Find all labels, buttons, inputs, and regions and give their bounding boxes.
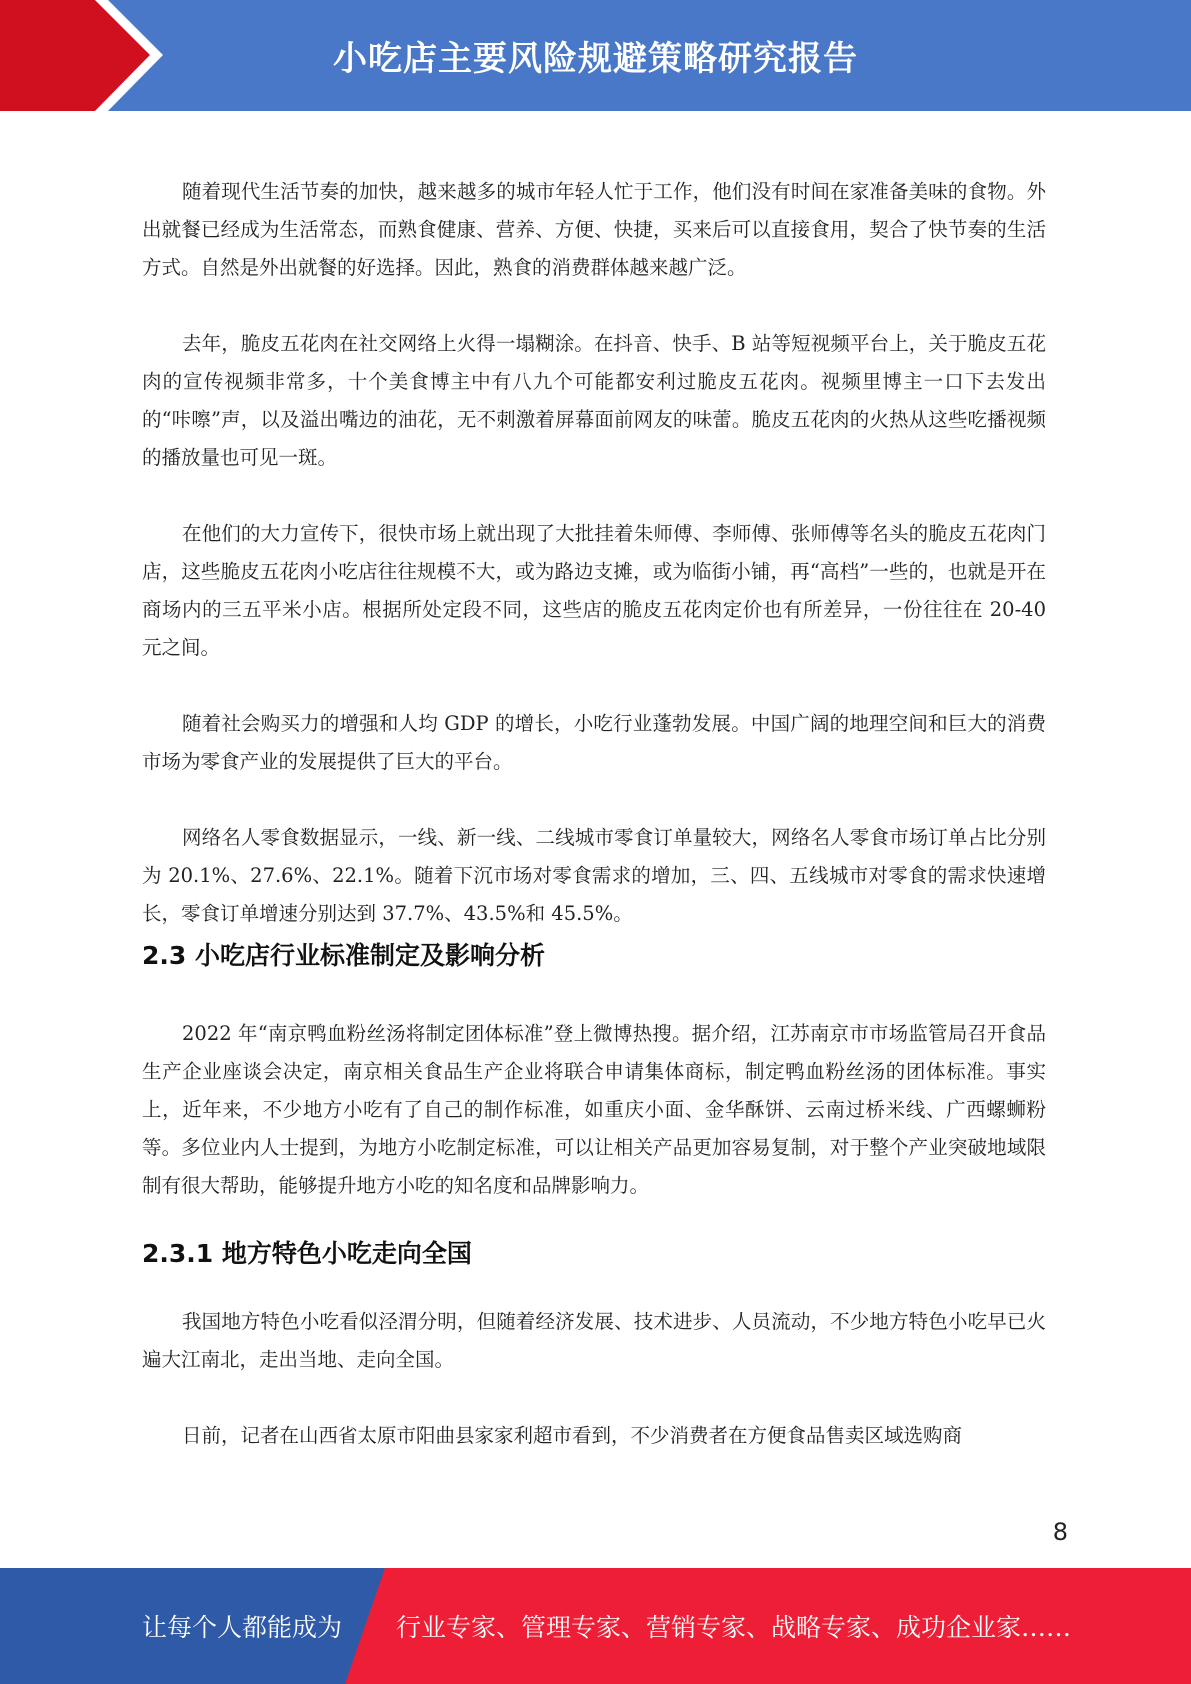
page-number: 8 <box>1052 1518 1068 1546</box>
paragraph-7: 我国地方特色小吃看似泾渭分明，但随着经济发展、技术进步、人员流动，不少地方特色小吃早已火遍大江南北，走出当地、走向全国。 <box>142 1310 1046 1371</box>
footer-slogan-left: 让每个人都能成为 <box>142 1613 343 1642</box>
document-body <box>142 173 1046 1455</box>
heading-spacer <box>142 1273 1046 1303</box>
heading-spacer <box>142 975 1046 1015</box>
paragraph-spacer <box>142 477 1046 515</box>
document-title: 小吃店主要风险规避策略研究报告 <box>333 39 858 79</box>
paragraph-spacer <box>142 287 1046 325</box>
paragraph-spacer <box>142 1379 1046 1417</box>
paragraph-spacer <box>142 781 1046 819</box>
paragraph-5: 网络名人零食数据显示，一线、新一线、二线城市零食订单量较大，网络名人零食市场订单占比分别为 20.1%、27.6%、22.1%。随着下沉市场对零食需求的增加，三、四、五线城市对零食的需求快速增长，零食订单增速分别达到 37.7%、43.5%和 45.5%。 <box>142 826 1046 925</box>
footer-slogan-right: 行业专家、管理专家、营销专家、战略专家、成功企业家…… <box>396 1613 1072 1642</box>
paragraph-1: 随着现代生活节奏的加快，越来越多的城市年轻人忙于工作，他们没有时间在家准备美味的食物。外出就餐已经成为生活常态，而熟食健康、营养、方便、快捷，买来后可以直接食用，契合了快节奏的生活方式。自然是外出就餐的好选择。因此，熟食的消费群体越来越广泛。 <box>142 180 1046 279</box>
paragraph-spacer <box>142 667 1046 705</box>
section-heading-2-3: 2.3 小吃店行业标准制定及影响分析 <box>142 941 545 970</box>
page-footer <box>0 1568 1191 1684</box>
paragraph-6: 2022 年“南京鸭血粉丝汤将制定团体标准”登上微博热搜。据介绍，江苏南京市市场监管局召开食品生产企业座谈会决定，南京相关食品生产企业将联合申请集体商标，制定鸭血粉丝汤的团体标准。事实上，近年来，不少地方小吃有了自己的制作标准，如重庆小面、金华酥饼、云南过桥米线、广西螺蛳粉等。多位业内人士提到，为地方小吃制定标准，可以让相关产品更加容易复制，对于整个产业突破地域限制有很大帮助，能够提升地方小吃的知名度和品牌影响力。 <box>142 1022 1046 1197</box>
paragraph-8: 日前，记者在山西省太原市阳曲县家家利超市看到，不少消费者在方便食品售卖区域选购商 <box>182 1424 963 1447</box>
paragraph-3: 在他们的大力宣传下，很快市场上就出现了大批挂着朱师傅、李师傅、张师傅等名头的脆皮五花肉门店，这些脆皮五花肉小吃店往往规模不大，或为路边支摊，或为临街小铺，再“高档”一些的，也就是开在商场内的三五平米小店。根据所处定段不同，这些店的脆皮五花肉定价也有所差异，一份往往在 20-40 元之间。 <box>142 522 1046 659</box>
page-header <box>0 0 1191 111</box>
paragraph-2: 去年，脆皮五花肉在社交网络上火得一塌糊涂。在抖音、快手、B 站等短视频平台上，关于脆皮五花肉的宣传视频非常多，十个美食博主中有八九个可能都安利过脆皮五花肉。视频里博主一口下去发出的“咔嚓”声，以及溢出嘴边的油花，无不刺激着屏幕面前网友的味蕾。脆皮五花肉的火热从这些吃播视频的播放量也可见一斑。 <box>142 332 1046 469</box>
paragraph-4: 随着社会购买力的增强和人均 GDP 的增长，小吃行业蓬勃发展。中国广阔的地理空间和巨大的消费市场为零食产业的发展提供了巨大的平台。 <box>142 712 1046 773</box>
section-heading-2-3-1: 2.3.1 地方特色小吃走向全国 <box>142 1239 472 1268</box>
